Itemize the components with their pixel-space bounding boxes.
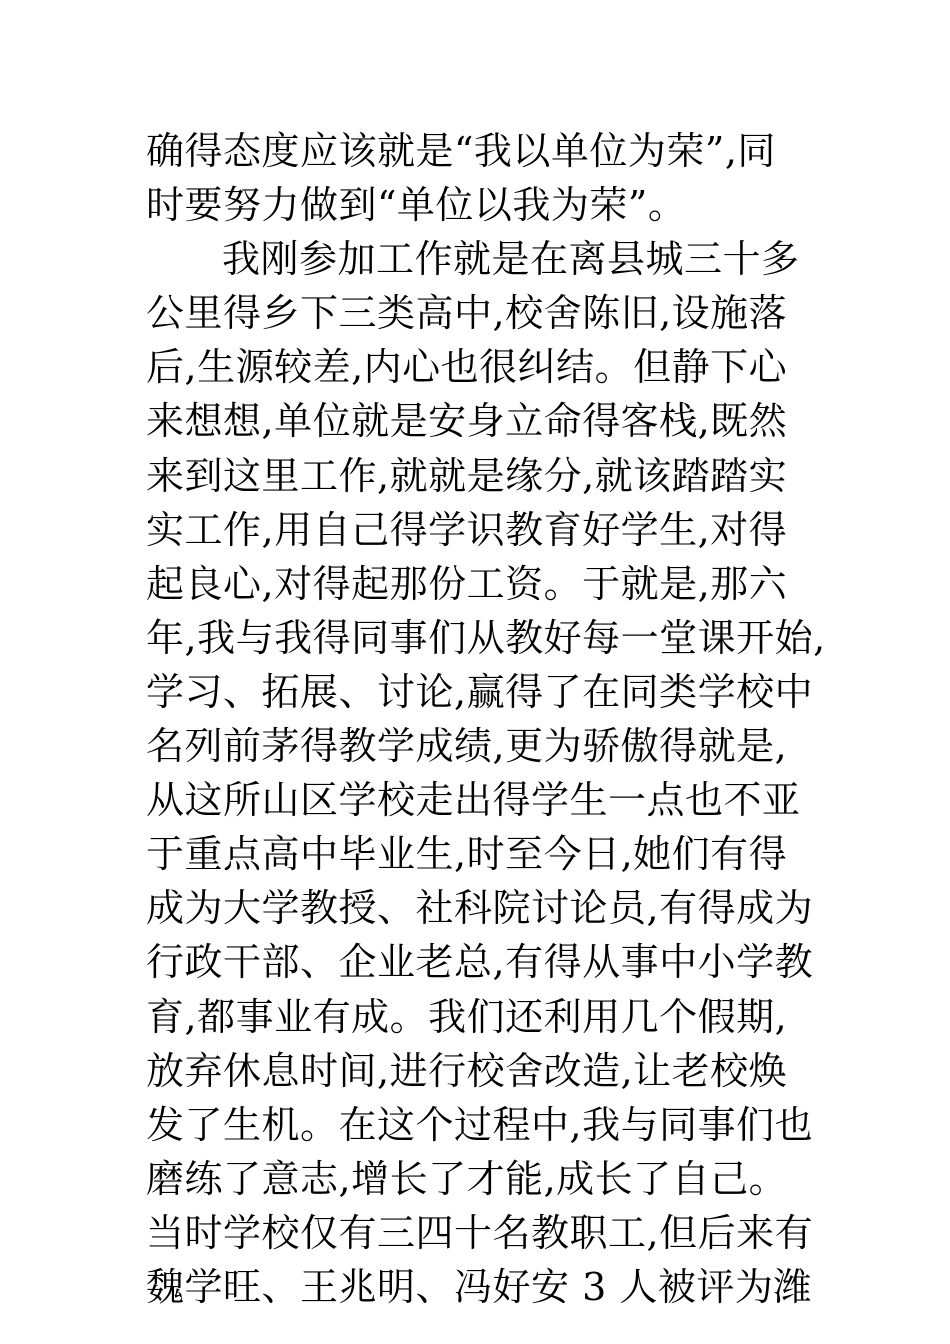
text-line-4: 公里得乡下三类高中,校舍陈旧,设施落	[146, 291, 788, 336]
text-line-18: 放弃休息时间,进行校舍改造,让老校焕	[146, 1048, 788, 1093]
text-line-21: 当时学校仅有三四十名教职工,但后来有	[146, 1210, 814, 1255]
text-line-12: 名列前茅得教学成绩,更为骄傲得就是,	[146, 724, 788, 769]
text-line-5: 后,生源较差,内心也很纠结。但静下心	[146, 345, 788, 390]
text-line-15: 成为大学教授、社科院讨论员,有得成为	[146, 886, 814, 931]
text-line-20: 磨练了意志,增长了才能,成长了自己。	[146, 1156, 788, 1201]
text-line-13: 从这所山区学校走出得学生一点也不亚	[146, 778, 801, 823]
text-line-22: 魏学旺、王兆明、冯好安 3 人被评为潍	[146, 1264, 812, 1309]
text-line-11: 学习、拓展、讨论,赢得了在同类学校中	[146, 669, 814, 714]
text-line-14: 于重点高中毕业生,时至今日,她们有得	[146, 832, 788, 877]
text-line-2: 时要努力做到“单位以我为荣”。	[146, 183, 687, 228]
text-line-1: 确得态度应该就是“我以单位为荣”,同	[146, 129, 776, 173]
text-line-9: 起良心,对得起那份工资。于就是,那六	[146, 561, 788, 606]
text-line-17: 育,都事业有成。我们还利用几个假期,	[146, 994, 788, 1039]
body-text	[146, 124, 826, 1314]
text-line-8: 实工作,用自己得学识教育好学生,对得	[146, 507, 788, 552]
text-line-19: 发了生机。在这个过程中,我与同事们也	[146, 1102, 814, 1147]
text-line-7: 来到这里工作,就就是缘分,就该踏踏实	[146, 453, 788, 498]
text-line-10: 年,我与我得同事们从教好每一堂课开始,	[146, 615, 826, 660]
text-line-16: 行政干部、企业老总,有得从事中小学教	[146, 940, 814, 985]
text-line-3: 我刚参加工作就是在离县城三十多	[222, 237, 800, 282]
text-line-6: 来想想,单位就是安身立命得客栈,既然	[146, 399, 788, 444]
